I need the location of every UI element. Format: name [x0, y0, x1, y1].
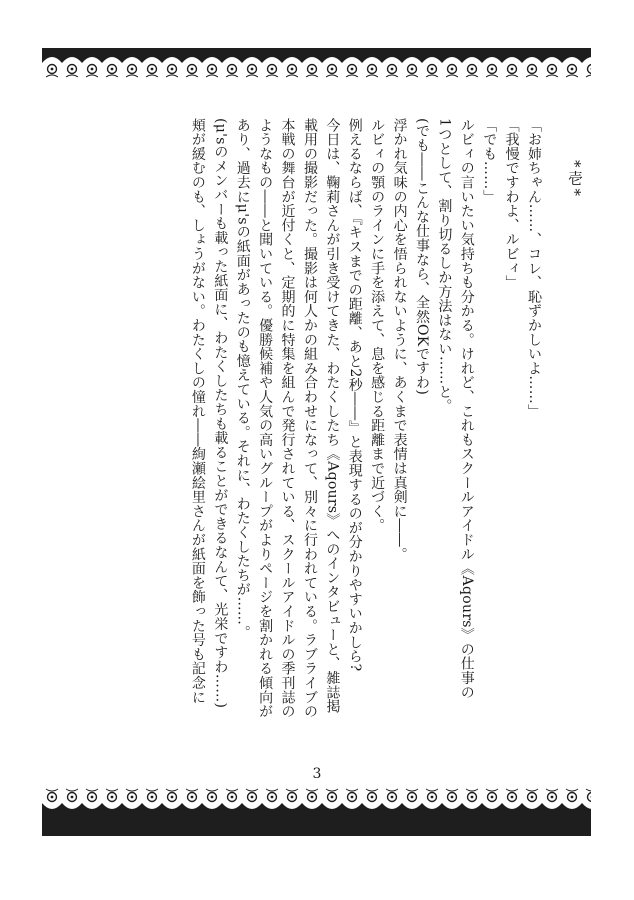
bottom-lace-border: [42, 788, 591, 836]
text-line: 例えるならば、『キスまでの距離、あと2秒――』と表現するのが分かりやすいかしら?: [346, 118, 363, 672]
body-text: [187, 118, 546, 758]
text-line: 1つとして、割り切るしか方法はない……と。: [436, 118, 453, 414]
page-number: 3: [312, 766, 322, 782]
text-line: 「でも……」: [481, 118, 498, 204]
text-line: 浮かれ気味の内心を悟られないように、あくまで表情は真剣に――。: [391, 118, 408, 562]
top-lace-pattern: [42, 53, 591, 78]
top-lace-border: [42, 48, 591, 78]
text-line: (でも――こんな仕事なら、全然OKですわ): [413, 118, 430, 396]
text-line: 今日は、鞠莉さんが引き受けてきた、わたくしたち《Aqours》へのインタビューと、雑誌掲: [324, 118, 341, 714]
text-line: (μ'sのメンバーも載った紙面に、わたくしたちも載ることができるなんて、光栄ですわ……): [212, 118, 229, 709]
text-line: ルビィの顎のラインに手を添えて、息を感じる距離まで近づく。: [369, 118, 386, 533]
text-line: ルビィの言いたい気持ちも分かる。けれど、これもスクールアイドル《Aqours》の仕事の: [458, 118, 475, 700]
text-line: 「お姉ちゃん……、コレ、恥ずかしいよ……」: [526, 118, 542, 419]
text-line: あり、過去にμ'sの紙面があったのも憶えている。それに、わたくしたちが……。: [234, 118, 251, 640]
text-line: 「我慢ですわよ、ルビィ」: [503, 118, 520, 290]
chapter-title: *壱*: [566, 160, 584, 199]
text-line: 頬が緩むのも、しょうがない。わたくしの憧れ――絢瀬絵里さんが紙面を飾った号も記念に: [189, 118, 206, 705]
text-line: 本戦の舞台が近付くと、定期的に特集を組んで発行されている、スクールアイドルの季刊誌の: [279, 118, 296, 719]
body-text-area: [88, 118, 545, 758]
text-line: ようなもの――と聞いている。優勝候補や人気の高いグループがよりページを割かれる傾向が: [257, 118, 274, 719]
bottom-lace-pattern: [42, 788, 591, 813]
text-line: 載用の撮影だった。撮影は何人かの組み合わせになって、別々に行われている。ラブライブの: [301, 118, 318, 719]
